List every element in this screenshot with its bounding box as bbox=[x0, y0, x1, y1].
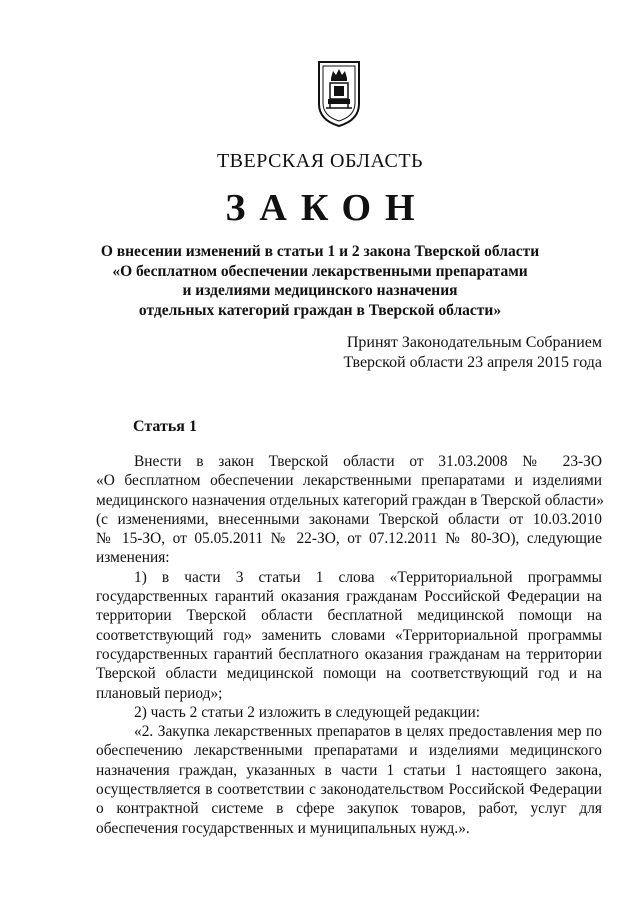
article-body bbox=[96, 452, 602, 838]
article-line: о контрактной системе в сфере закупок товаров, работ, услуг для bbox=[96, 800, 602, 818]
article-line: государственных гарантий бесплатного оказания гражданам на территории bbox=[96, 645, 602, 663]
article-line: Внести в закон Тверской области от 31.03.2008 № 23-ЗО bbox=[134, 453, 602, 470]
article-line: государственных гарантий оказания гражданам Российской Федерации на bbox=[96, 588, 602, 606]
article-line: медицинского назначения отдельных категорий граждан в Тверской области» bbox=[96, 491, 604, 509]
article-line: Тверской области медицинской помощи на соответствующий год и на bbox=[96, 665, 602, 683]
law-subtitle bbox=[80, 242, 560, 320]
adoption-line: Принят Законодательным Собранием bbox=[346, 334, 602, 351]
article-title: Статья 1 bbox=[133, 418, 197, 435]
article-line: № 15-ЗО, от 05.05.2011 № 22-ЗО, от 07.12.2011 № 80-ЗО), следующие bbox=[96, 530, 602, 548]
subtitle-line: отдельных категорий граждан в Тверской области» bbox=[138, 301, 502, 319]
document-type-title: ЗАКОН bbox=[225, 187, 429, 229]
article-line: «2. Закупка лекарственных препаратов в целях предоставления мер по bbox=[134, 723, 602, 741]
subtitle-line: и изделиями медицинского назначения bbox=[182, 282, 458, 299]
region-name: ТВЕРСКАЯ ОБЛАСТЬ bbox=[216, 150, 424, 172]
article-line: изменения: bbox=[96, 549, 170, 567]
subtitle-line: «О бесплатном обеспечении лекарственными препаратами bbox=[112, 262, 528, 280]
article-line: обеспечения государственных и муниципальных нужд.». bbox=[96, 819, 470, 837]
article-line: «О бесплатном обеспечении лекарственными препаратами и изделиями bbox=[96, 472, 602, 490]
article-line: (с изменениями, внесенными законами Тверской области от 10.03.2010 bbox=[96, 510, 602, 528]
article-line: плановый период»; bbox=[96, 684, 223, 702]
article-line: территории Тверской области бесплатной медицинской помощи на bbox=[96, 607, 602, 625]
article-line: обеспечению лекарственными препаратами и изделиями медицинского bbox=[96, 742, 602, 760]
coat-of-arms-icon bbox=[316, 58, 362, 128]
article-line: назначения граждан, указанных в части 1 статьи 1 настоящего закона, bbox=[96, 761, 602, 779]
subtitle-line: О внесении изменений в статьи 1 и 2 закона Тверской области bbox=[100, 243, 540, 260]
article-line: осуществляется в соответствии с законодательством Российской Федерации bbox=[96, 781, 602, 799]
article-line: соответствующий год» заменить словами «Территориальной программы bbox=[96, 626, 602, 644]
article-line: 2) часть 2 статьи 2 изложить в следующей редакции: bbox=[134, 703, 481, 721]
adoption-line: Тверской области 23 апреля 2015 года bbox=[343, 354, 602, 371]
adoption-note bbox=[344, 333, 603, 373]
article-line: 1) в части 3 статьи 1 слова «Территориальной программы bbox=[134, 568, 602, 586]
